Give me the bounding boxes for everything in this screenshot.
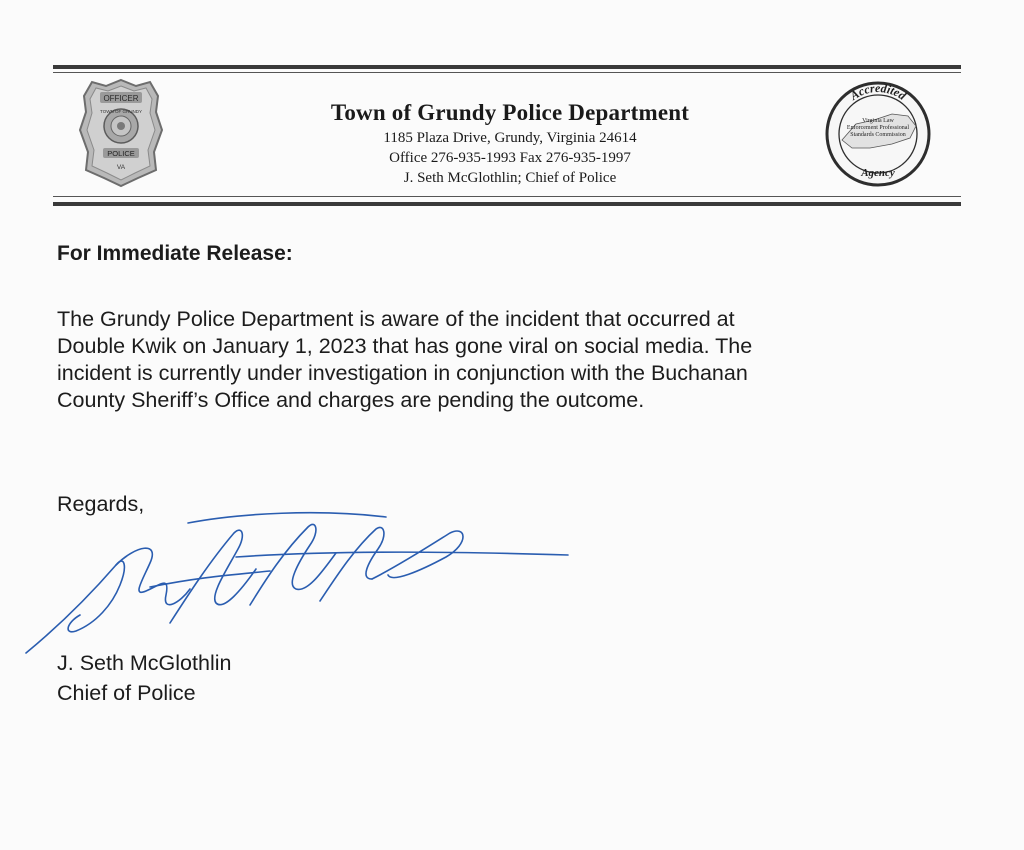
letterhead-top-rule-thin	[53, 72, 961, 73]
release-body-line: incident is currently under investigation in conjunction with the Buchanan	[57, 361, 748, 385]
department-phone: Office 276-935-1993 Fax 276-935-1997	[389, 150, 631, 166]
department-chief: J. Seth McGlothlin; Chief of Police	[403, 170, 617, 186]
release-body	[57, 306, 957, 414]
letterhead	[250, 98, 770, 188]
release-body-line: The Grundy Police Department is aware of the incident that occurred at	[57, 307, 735, 331]
release-body-line: Double Kwik on January 1, 2023 that has gone viral on social media. The	[57, 334, 753, 358]
release-body-line: County Sheriff’s Office and charges are pending the outcome.	[57, 388, 645, 412]
closing-regards: Regards,	[57, 492, 145, 516]
svg-text:TOWN OF GRUNDY: TOWN OF GRUNDY	[100, 109, 142, 114]
letterhead-bottom-rule-thin	[53, 196, 961, 197]
svg-text:POLICE: POLICE	[107, 149, 135, 158]
letterhead-bottom-rule	[53, 202, 961, 206]
svg-text:Agency: Agency	[861, 167, 895, 179]
release-heading: For Immediate Release:	[57, 242, 293, 265]
svg-text:OFFICER: OFFICER	[103, 94, 139, 103]
svg-text:VA: VA	[116, 164, 126, 171]
svg-text:Accredited: Accredited	[847, 80, 909, 103]
signatory-name: J. Seth McGlothlin	[57, 651, 232, 675]
police-badge-icon	[78, 78, 164, 188]
department-address: 1185 Plaza Drive, Grundy, Virginia 24614	[383, 130, 637, 146]
signatory-title: Chief of Police	[57, 681, 196, 705]
accreditation-seal-icon: Accredited Virginia Law Enforcement Professional Standards Commission Agency	[822, 80, 934, 188]
letterhead-top-rule	[53, 65, 961, 69]
department-title: Town of Grundy Police Department	[330, 100, 690, 125]
